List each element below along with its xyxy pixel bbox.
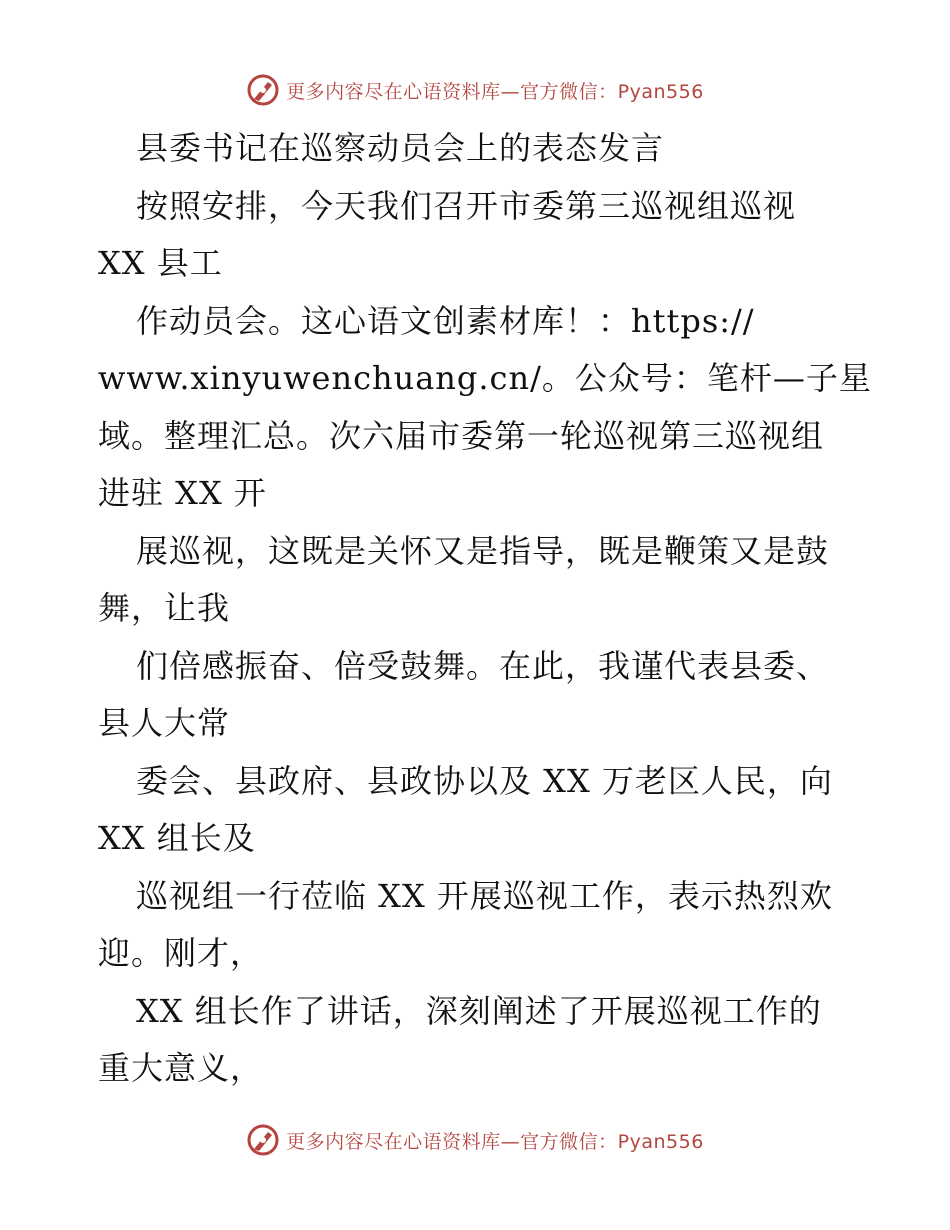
text-line: 进驻 XX 开 [98, 474, 267, 512]
document-body [98, 120, 872, 1098]
text-line: XX 县工 [98, 244, 223, 282]
text-line: 展巡视，这既是关怀又是指导，既是鞭策又是鼓 [136, 531, 830, 570]
watermark-text: 更多内容尽在心语资料库—官方微信：Pyan556 [286, 1130, 704, 1153]
text-line: 县人大常 [98, 704, 231, 742]
text-line: 作动员会。这心语文创素材库！：https:// [136, 301, 755, 340]
text-line: 按照安排，今天我们召开市委第三巡视组巡视 [136, 186, 797, 225]
header-watermark [0, 70, 950, 110]
text-line: 巡视组一行莅临 XX 开展巡视工作，表示热烈欢 [136, 876, 833, 915]
text-line: XX 组长作了讲话，深刻阐述了开展巡视工作的 [136, 991, 822, 1030]
text-line: www.xinyuwenchuang.cn/。公众号：笔杆—子星 [98, 359, 872, 397]
text-line: 县委书记在巡察动员会上的表态发言 [136, 129, 665, 167]
logo-pen-icon [246, 73, 280, 107]
footer-watermark [0, 1120, 950, 1160]
text-line: 舞，让我 [98, 589, 231, 627]
watermark-text: 更多内容尽在心语资料库—官方微信：Pyan556 [286, 80, 704, 103]
text-line: 重大意义， [98, 1049, 264, 1087]
logo-pen-icon [246, 1123, 280, 1157]
text-line: 域。整理汇总。次六届市委第一轮巡视第三巡视组 [98, 416, 825, 455]
text-line: 委会、县政府、县政协以及 XX 万老区人民，向 [136, 761, 833, 800]
text-line: 们倍感振奋、倍受鼓舞。在此，我谨代表县委、 [136, 646, 830, 685]
text-line: 迎。刚才， [98, 934, 264, 972]
text-line: XX 组长及 [98, 819, 256, 857]
